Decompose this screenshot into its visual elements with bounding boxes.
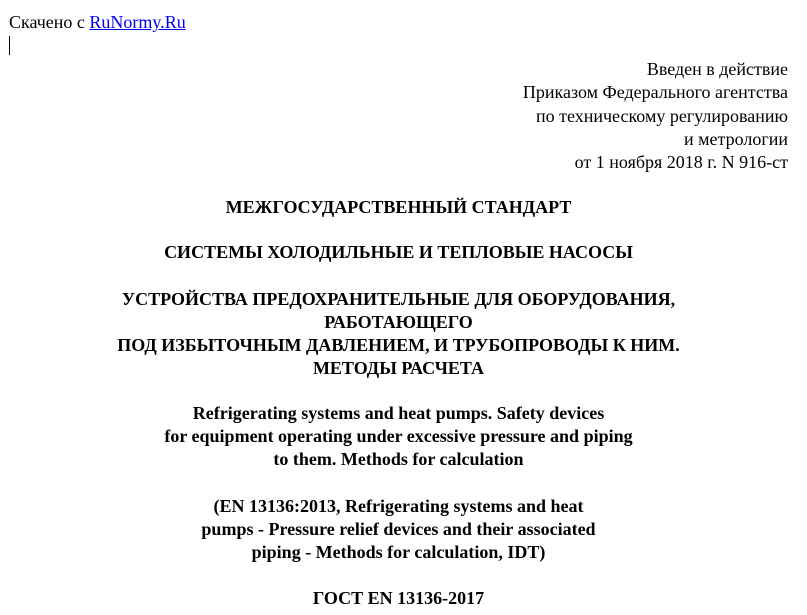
english-title-line: to them. Methods for calculation <box>273 449 524 469</box>
approval-line: от 1 ноября 2018 г. N 916-ст <box>574 152 788 173</box>
approval-line: Приказом Федерального агентства <box>522 82 788 103</box>
subtitle-line: МЕТОДЫ РАСЧЕТА <box>312 358 485 378</box>
standard-type-heading <box>0 196 797 218</box>
standard-type: МЕЖГОСУДАРСТВЕННЫЙ СТАНДАРТ <box>225 197 572 217</box>
source-link[interactable]: RuNormy.Ru <box>89 12 186 32</box>
subtitle-line: ПОД ИЗБЫТОЧНЫМ ДАВЛЕНИЕМ, И ТРУБОПРОВОДЫ К НИМ. <box>117 335 680 355</box>
main-title <box>0 241 797 263</box>
english-title-line: Refrigerating systems and heat pumps. Safety devices <box>192 403 605 423</box>
reference-line: pumps - Pressure relief devices and their associated <box>201 519 596 539</box>
source-prefix: Скачено с <box>9 12 90 32</box>
designation-block <box>0 587 797 609</box>
english-title-line: for equipment operating under excessive pressure and piping <box>164 426 633 446</box>
main-title-text: СИСТЕМЫ ХОЛОДИЛЬНЫЕ И ТЕПЛОВЫЕ НАСОСЫ <box>164 242 633 262</box>
reference-standard-block <box>0 495 797 564</box>
source-line <box>9 11 186 33</box>
approval-line: Введен в действие <box>646 59 788 79</box>
approval-block <box>523 58 788 174</box>
subtitle-block <box>0 288 797 380</box>
reference-line: piping - Methods for calculation, IDT) <box>251 542 546 562</box>
subtitle-line: РАБОТАЮЩЕГО <box>324 312 473 332</box>
approval-line: и метрологии <box>684 128 788 149</box>
standard-designation: ГОСТ EN 13136-2017 <box>312 588 485 608</box>
subtitle-line: УСТРОЙСТВА ПРЕДОХРАНИТЕЛЬНЫЕ ДЛЯ ОБОРУДОВАНИЯ, <box>121 289 676 309</box>
text-cursor <box>9 36 10 55</box>
english-title-block <box>0 402 797 471</box>
approval-line: по техническому регулированию <box>535 105 788 126</box>
reference-line: (EN 13136:2013, Refrigerating systems and heat <box>213 496 584 516</box>
